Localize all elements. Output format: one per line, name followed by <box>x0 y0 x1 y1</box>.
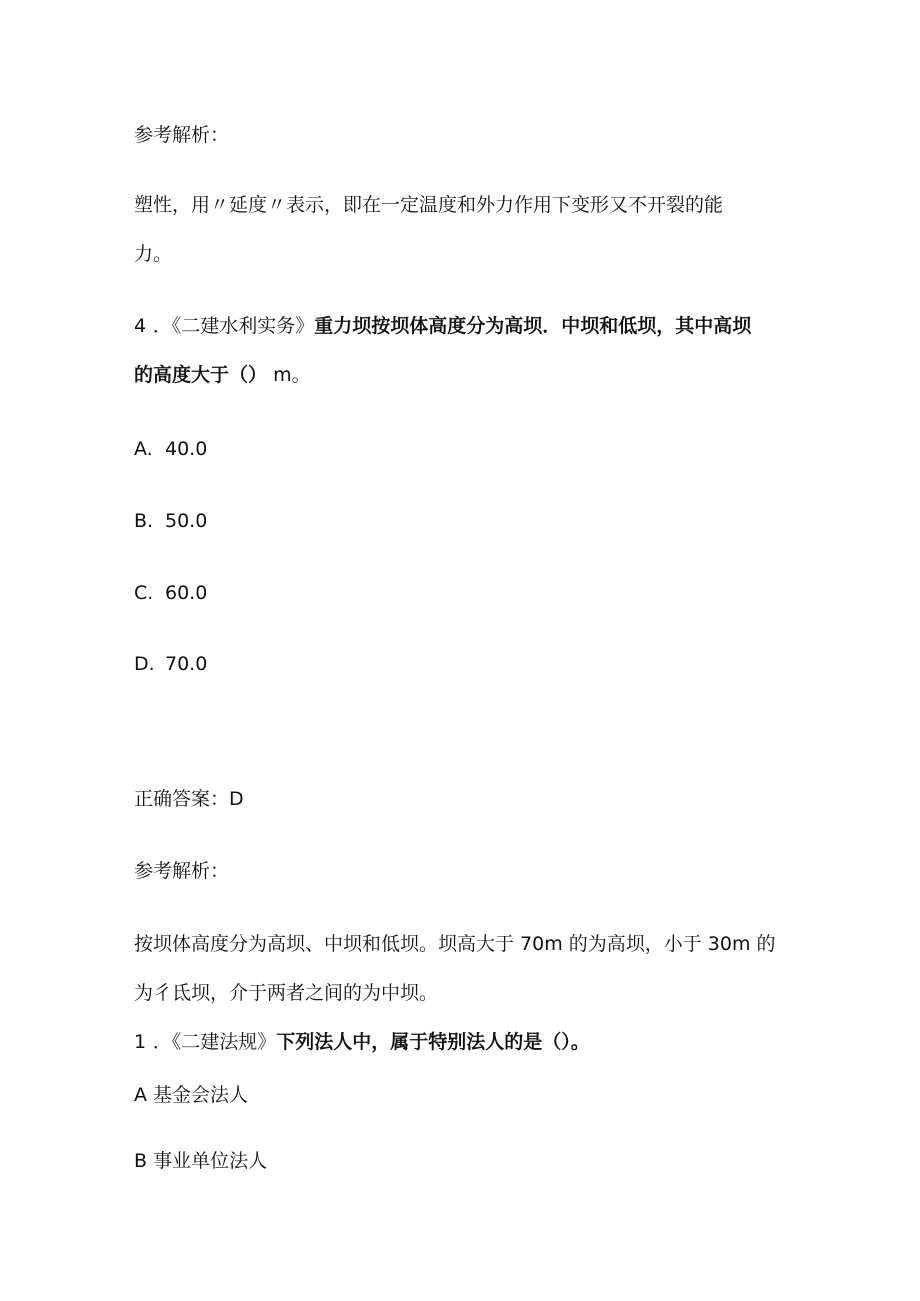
option-text: 70.0 <box>165 653 208 675</box>
question-4-stem <box>134 317 751 336</box>
analysis-text-line: 塑性，用〃延度〃表示，即在一定温度和外力作用下变形又不开裂的能 <box>134 194 724 216</box>
question-stem-text: 下列法人中，属于特别法人的是（）。 <box>276 1031 590 1053</box>
question-stem-text: 的高度大于（） <box>134 364 268 386</box>
option-c <box>134 584 207 603</box>
question-1-stem <box>134 1033 590 1052</box>
question-source: ．《二建水利实务》 <box>152 315 315 337</box>
question-source: ．《二建法规》 <box>152 1031 277 1053</box>
analysis-text-line: 力。 <box>134 243 173 265</box>
analysis-label: 参考解析： <box>134 860 230 882</box>
question-number: 1 <box>134 1031 147 1053</box>
analysis-text-line: 按坝体高度分为高坝、中坝和低坝。坝高大于 70m 的为高坝，小于 30m 的 <box>134 933 776 955</box>
option-a <box>134 440 207 459</box>
question-stem-text: 重力坝按坝体高度分为高坝．中坝和低坝，其中高坝 <box>314 315 752 337</box>
option-letter: A. <box>134 438 153 460</box>
option-b <box>134 512 207 531</box>
option-a: A 基金会法人 <box>134 1084 249 1106</box>
analysis-text-line: 为彳氐坝，介于两者之间的为中坝。 <box>134 982 439 1004</box>
question-4-stem-cont <box>134 366 311 385</box>
question-stem-unit: m。 <box>273 364 311 386</box>
option-d <box>134 655 207 674</box>
option-letter: B. <box>134 510 154 532</box>
option-letter: C. <box>134 582 154 604</box>
analysis-label: 参考解析： <box>134 124 230 146</box>
option-b: B 事业单位法人 <box>134 1150 268 1172</box>
question-number: 4 <box>134 315 147 337</box>
correct-answer: 正确答案：D <box>134 788 244 810</box>
option-letter: D. <box>134 653 155 675</box>
option-text: 60.0 <box>165 582 208 604</box>
option-text: 50.0 <box>165 510 208 532</box>
option-text: 40.0 <box>165 438 208 460</box>
